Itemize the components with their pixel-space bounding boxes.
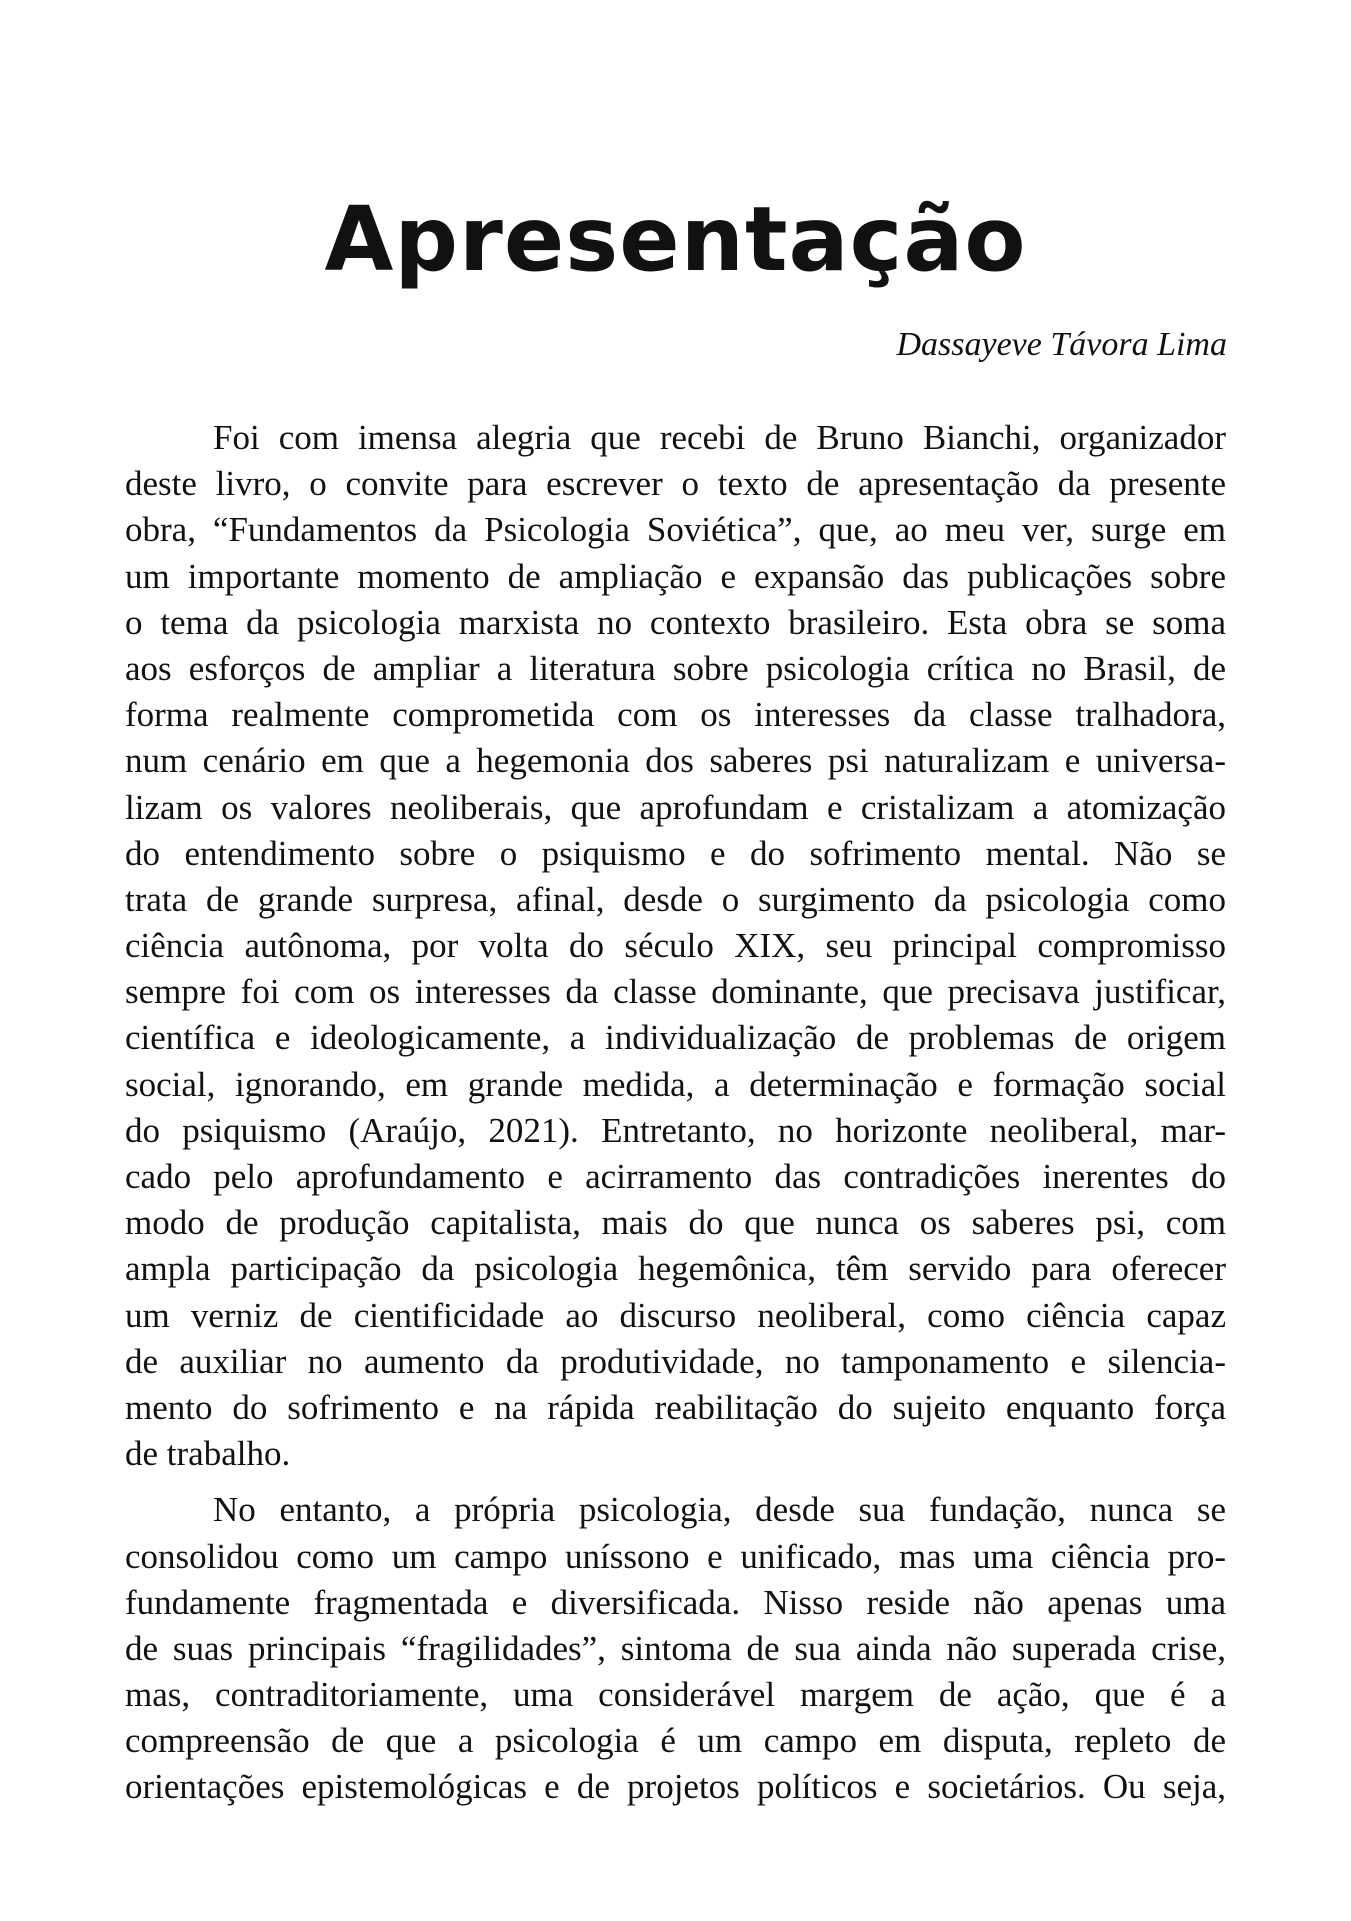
text-line: mas, contraditoriamente, uma considerável margem de ação, que é a — [125, 1675, 1226, 1715]
text-line: obra, “Fundamentos da Psicologia Soviética”, que, ao meu ver, surge em — [125, 510, 1226, 550]
text-line: modo de produção capitalista, mais do que nunca os saberes psi, com — [125, 1203, 1226, 1243]
text-line: de trabalho. — [125, 1434, 291, 1474]
text-line: um importante momento de ampliação e expansão das publicações sobre — [125, 556, 1226, 596]
text-line: consolidou como um campo uníssono e unificado, mas uma ciência pro- — [125, 1536, 1226, 1576]
text-line: do psiquismo (Araújo, 2021). Entretanto, no horizonte neoliberal, mar- — [125, 1110, 1226, 1150]
text-line: trata de grande surpresa, afinal, desde o surgimento da psicologia como — [125, 879, 1226, 919]
text-line: Foi com imensa alegria que recebi de Bruno Bianchi, organizador — [213, 418, 1226, 457]
text-line: o tema da psicologia marxista no contexto brasileiro. Esta obra se soma — [125, 602, 1226, 642]
text-line: de auxiliar no aumento da produtividade, no tamponamento e silencia- — [125, 1341, 1226, 1381]
text-line: ampla participação da psicologia hegemônica, têm servido para oferecer — [125, 1249, 1226, 1289]
text-line: sempre foi com os interesses da classe dominante, que precisava justificar, — [125, 972, 1226, 1012]
paragraph-gap — [125, 1477, 1226, 1487]
text-line: social, ignorando, em grande medida, a determinação e formação social — [125, 1064, 1226, 1104]
text-line: do entendimento sobre o psiquismo e do sofrimento mental. Não se — [125, 833, 1226, 873]
text-line: lizam os valores neoliberais, que aprofundam e cristalizam a atomização — [125, 787, 1226, 827]
text-line: um verniz de cientificidade ao discurso neoliberal, como ciência capaz — [125, 1295, 1226, 1335]
text-line: No entanto, a própria psicologia, desde sua fundação, nunca se — [213, 1490, 1226, 1530]
text-line: num cenário em que a hegemonia dos saberes psi naturalizam e universa- — [125, 741, 1226, 781]
text-line: científica e ideologicamente, a individualização de problemas de origem — [125, 1018, 1226, 1058]
text-line: aos esforços de ampliar a literatura sobre psicologia crítica no Brasil, de — [125, 648, 1226, 688]
chapter-body — [125, 415, 1226, 1811]
paragraph-1 — [125, 415, 1226, 1477]
text-line: compreensão de que a psicologia é um campo em disputa, repleto de — [125, 1721, 1226, 1761]
text-line: orientações epistemológicas e de projetos políticos e societários. Ou seja, — [125, 1767, 1226, 1807]
text-line: mento do sofrimento e na rápida reabilitação do sujeito enquanto força — [125, 1387, 1226, 1427]
text-line: de suas principais “fragilidades”, sintoma de sua ainda não superada crise, — [125, 1628, 1226, 1668]
paragraph-2 — [125, 1487, 1226, 1810]
chapter-title: Apresentação — [324, 187, 1027, 291]
text-line: fundamente fragmentada e diversificada. Nisso reside não apenas uma — [125, 1582, 1226, 1622]
text-line: cado pelo aprofundamento e acirramento das contradições inerentes do — [125, 1157, 1226, 1196]
text-line: forma realmente comprometida com os interesses da classe tralhadora, — [125, 695, 1226, 735]
text-line: ciência autônoma, por volta do século XIX, seu principal compromisso — [125, 926, 1226, 966]
author-name: Dassayeve Távora Lima — [896, 326, 1227, 363]
text-line: deste livro, o convite para escrever o texto de apresentação da presente — [125, 464, 1226, 504]
